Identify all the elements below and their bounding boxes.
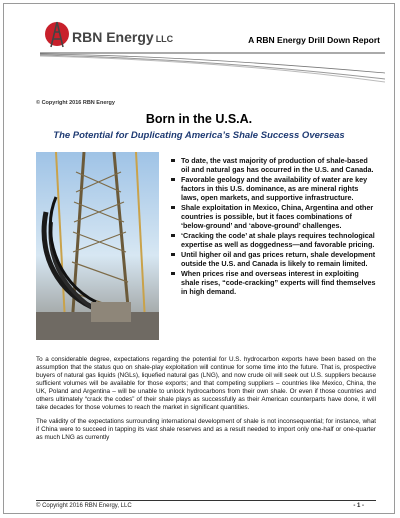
key-point-1: To date, the vast majority of production of shale-based oil and natural gas has occurred in the U.S. and Canada. xyxy=(169,156,377,174)
derrick-logo-icon xyxy=(44,19,70,49)
key-point-6: When prices rise and overseas interest in exploiting shale rises, “code-cracking” experts will find themselves in high demand. xyxy=(169,269,377,297)
brand-suffix: LLC xyxy=(155,34,174,44)
document-subtitle: The Potential for Duplicating America’s Shale Success Overseas xyxy=(53,130,345,141)
body-paragraph-2: The validity of the expectations surrounding international development of shale is not inconsequential; for instance, what if China were to succeed in tapping its vast shale reserves and as a result needed to import only one-half or one-quarter as much LNG as currently xyxy=(36,418,376,441)
copyright-notice: © Copyright 2016 RBN Energy xyxy=(36,100,115,106)
report-type-label: A RBN Energy Drill Down Report xyxy=(248,35,380,45)
header-swoosh xyxy=(40,51,385,83)
key-point-3: Shale exploitation in Mexico, China, Argentina and other countries is possible, but it faces combinations of ‘below-ground’ and ‘above-ground’ challenges. xyxy=(169,203,377,231)
footer-divider xyxy=(36,500,376,501)
body-paragraph-1: To a considerable degree, expectations regarding the potential for U.S. hydrocarbon exports have been based on the assumption that the status quo on shale-play exploitation will continue for some time into the future. That is, prospective buyers of natural gas liquids (NGLs), liquefied natural gas (LNG), and now crude oil will seek out U.S. suppliers because sufficient volumes will be available for those exports; and that competing suppliers – countries like Mexico, China, the UK, Poland and Argentina – will be unable to unlock hydrocarbons from their own shale. Or even if those countries and others ultimately “crack the codes” of their shale plays as successfully as their American counterparts have done, it will take decades for those volumes to reach the market in significant quantities. xyxy=(36,356,376,411)
report-page xyxy=(3,3,395,514)
document-title: Born in the U.S.A. xyxy=(145,112,253,126)
body-text xyxy=(36,356,376,448)
rbn-logo xyxy=(44,17,174,53)
key-point-4: ‘Cracking the code’ at shale plays requires technological expertise as well as doggedness—and favorable pricing. xyxy=(169,231,377,249)
brand-name: RBN Energy xyxy=(72,29,154,45)
brand-wordmark xyxy=(72,29,173,45)
footer-copyright: © Copyright 2016 RBN Energy, LLC xyxy=(36,503,132,509)
drilling-rig-photo xyxy=(36,152,159,340)
key-point-2: Favorable geology and the availability of water are key factors in this U.S. dominance, as are mineral rights laws, open markets, and supportive infrastructure. xyxy=(169,175,377,203)
key-point-5: Until higher oil and gas prices return, shale development outside the U.S. and Canada is likely to remain limited. xyxy=(169,250,377,268)
page-number: - 1 - xyxy=(353,503,364,509)
key-points-list xyxy=(169,156,377,297)
